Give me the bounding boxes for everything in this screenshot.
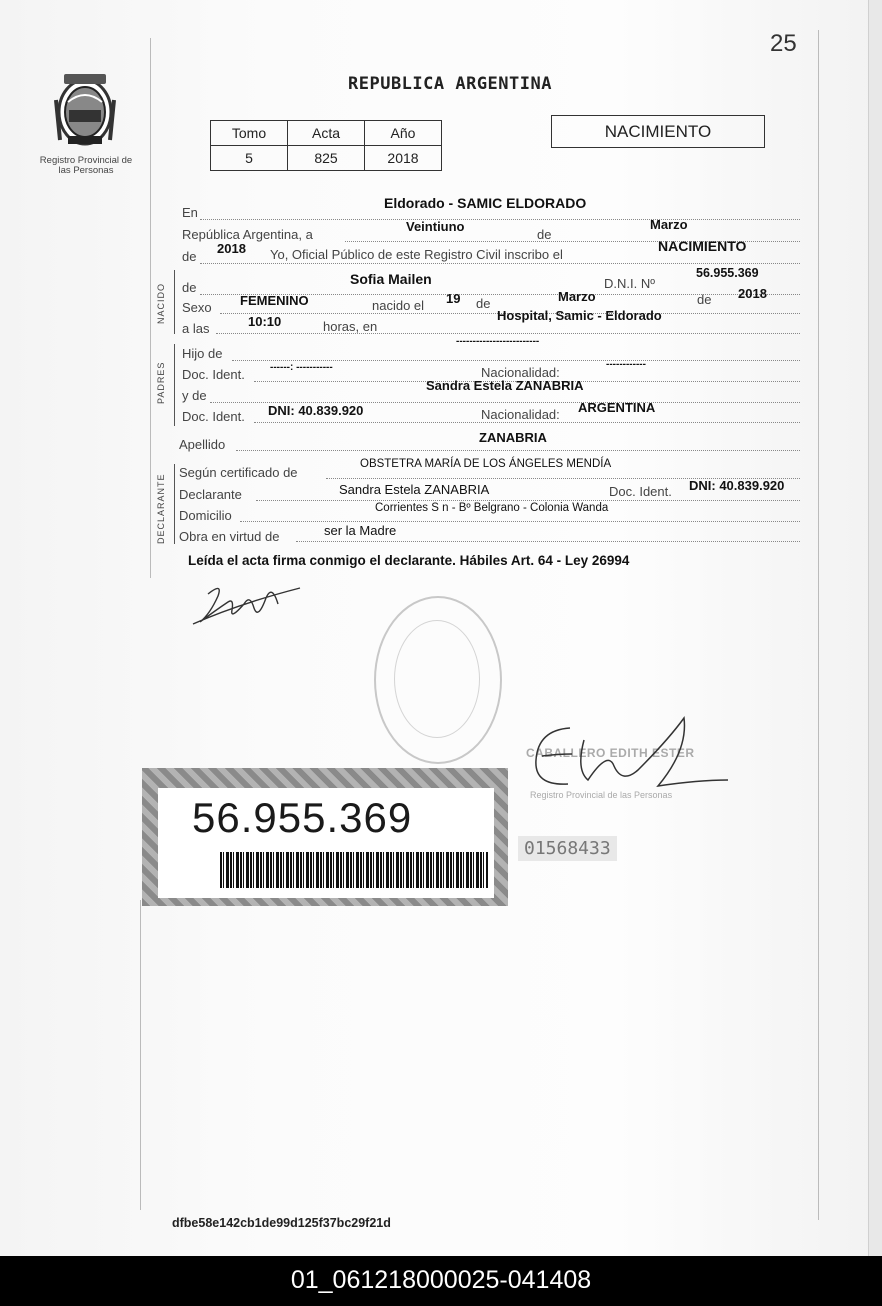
label-hijo-de: Hijo de xyxy=(182,346,223,361)
label-sexo: Sexo xyxy=(182,300,212,315)
value-certificado: OBSTETRA MARÍA DE LOS ÁNGELES MENDÍA xyxy=(360,458,612,470)
label-horas-en: horas, en xyxy=(323,319,378,334)
label-doc-ident-declarante: Doc. Ident. xyxy=(609,484,672,499)
label-declarante: Declarante xyxy=(179,487,242,502)
label-nacionalidad-padre: Nacionalidad: xyxy=(481,365,560,380)
value-anio-acta: 2018 xyxy=(217,241,246,256)
label-republica: República Argentina, a xyxy=(182,227,313,242)
value-domicilio: Corrientes S n - Bº Belgrano - Colonia Wanda xyxy=(375,502,609,514)
value-anio-nac: 2018 xyxy=(738,286,767,301)
value-dia-nac: 19 xyxy=(446,291,461,306)
value-mes-nac: Marzo xyxy=(558,289,596,304)
section-divider xyxy=(174,270,175,334)
label-domicilio: Domicilio xyxy=(179,508,232,523)
official-signature-icon xyxy=(518,710,730,800)
section-divider xyxy=(174,464,175,544)
province-crest-icon xyxy=(50,70,120,152)
label-nacionalidad-madre: Nacionalidad: xyxy=(481,407,560,422)
label-de: de xyxy=(537,227,552,242)
value-madre-doc: DNI: 40.839.920 xyxy=(268,403,364,418)
closing-statement: Leída el acta firma conmigo el declarante. Hábiles Art. 64 - Ley 26994 xyxy=(188,553,630,568)
value-declarante-doc: DNI: 40.839.920 xyxy=(689,478,785,493)
table-header-acta: Acta xyxy=(288,121,365,146)
label-de-mes: de xyxy=(476,296,491,311)
official-stamp-inner xyxy=(394,620,480,738)
label-y-de: y de xyxy=(182,388,207,403)
table-value-tomo: 5 xyxy=(211,146,288,171)
document-hash: dfbe58e142cb1de99d125f37bc29f21d xyxy=(172,1216,391,1230)
footer-code: 01_061218000025-041408 xyxy=(0,1256,882,1306)
table-header-tomo: Tomo xyxy=(211,121,288,146)
act-type-box: NACIMIENTO xyxy=(551,115,765,148)
document-title: REPUBLICA ARGENTINA xyxy=(348,74,552,94)
value-padre-doc: ------: ----------- xyxy=(270,362,333,373)
value-hora: 10:10 xyxy=(248,314,282,329)
official-name: CABALLERO EDITH ESTER xyxy=(526,746,695,760)
tomo-acta-ano-table xyxy=(210,120,442,171)
table-value-acta: 825 xyxy=(288,146,365,171)
right-margin-line xyxy=(818,30,819,1220)
label-doc-ident-madre: Doc. Ident. xyxy=(182,409,245,424)
label-segun: Según certificado de xyxy=(179,465,298,480)
value-inscribe: NACIMIENTO xyxy=(658,238,747,254)
dotted-line xyxy=(240,521,800,522)
declarant-signature-icon xyxy=(188,574,308,636)
label-a-las: a las xyxy=(182,321,210,336)
section-padres: PADRES xyxy=(156,361,166,404)
value-obra: ser la Madre xyxy=(324,523,397,538)
section-divider xyxy=(174,344,175,426)
value-sexo: FEMENINO xyxy=(240,293,309,308)
label-obra: Obra en virtud de xyxy=(179,529,280,544)
value-lugar-nac: Hospital, Samic - Eldorado xyxy=(497,308,662,323)
dotted-line xyxy=(216,333,800,334)
label-nacido-el: nacido el xyxy=(372,298,425,313)
left-margin-line-lower xyxy=(140,900,141,1210)
table-header-ano: Año xyxy=(365,121,442,146)
serial-number: 01568433 xyxy=(518,836,617,861)
left-margin-line xyxy=(150,38,151,578)
dotted-line xyxy=(232,360,800,361)
value-lugar: Eldorado - SAMIC ELDORADO xyxy=(384,195,587,211)
label-de-nombre: de xyxy=(182,280,197,295)
value-mes-acta: Marzo xyxy=(650,217,688,232)
value-apellido: ZANABRIA xyxy=(479,430,547,445)
label-de-anio: de xyxy=(182,249,197,264)
value-madre: Sandra Estela ZANABRIA xyxy=(426,378,584,393)
dotted-line xyxy=(296,541,800,542)
label-yo-oficial: Yo, Oficial Público de este Registro Civil inscribo el xyxy=(270,247,563,262)
label-en: En xyxy=(182,205,198,220)
value-dia-letras: Veintiuno xyxy=(406,219,465,234)
value-declarante: Sandra Estela ZANABRIA xyxy=(339,482,490,497)
label-de-anio-nac: de xyxy=(697,292,712,307)
label-doc-ident-padre: Doc. Ident. xyxy=(182,367,245,382)
label-dni: D.N.I. Nº xyxy=(604,276,655,291)
registry-name: Registro Provincial de las Personas xyxy=(39,155,133,176)
value-dni: 56.955.369 xyxy=(696,266,759,280)
page-edge xyxy=(868,0,882,1256)
section-nacido: NACIDO xyxy=(156,282,166,324)
dotted-line xyxy=(236,450,800,451)
section-declarante: DECLARANTE xyxy=(156,473,166,544)
official-subtitle: Registro Provincial de las Personas xyxy=(530,790,673,800)
table-value-ano: 2018 xyxy=(365,146,442,171)
dotted-line xyxy=(256,500,800,501)
value-padre-nac: ------------ xyxy=(606,359,646,370)
page-number: 25 xyxy=(770,30,797,57)
barcode-number: 56.955.369 xyxy=(192,794,413,841)
value-padre: ------------------------- xyxy=(456,336,540,347)
barcode-icon xyxy=(220,852,488,888)
value-madre-nac: ARGENTINA xyxy=(578,400,656,415)
label-apellido: Apellido xyxy=(179,437,226,452)
value-nombre: Sofia Mailen xyxy=(350,271,432,287)
dotted-line xyxy=(200,219,800,220)
